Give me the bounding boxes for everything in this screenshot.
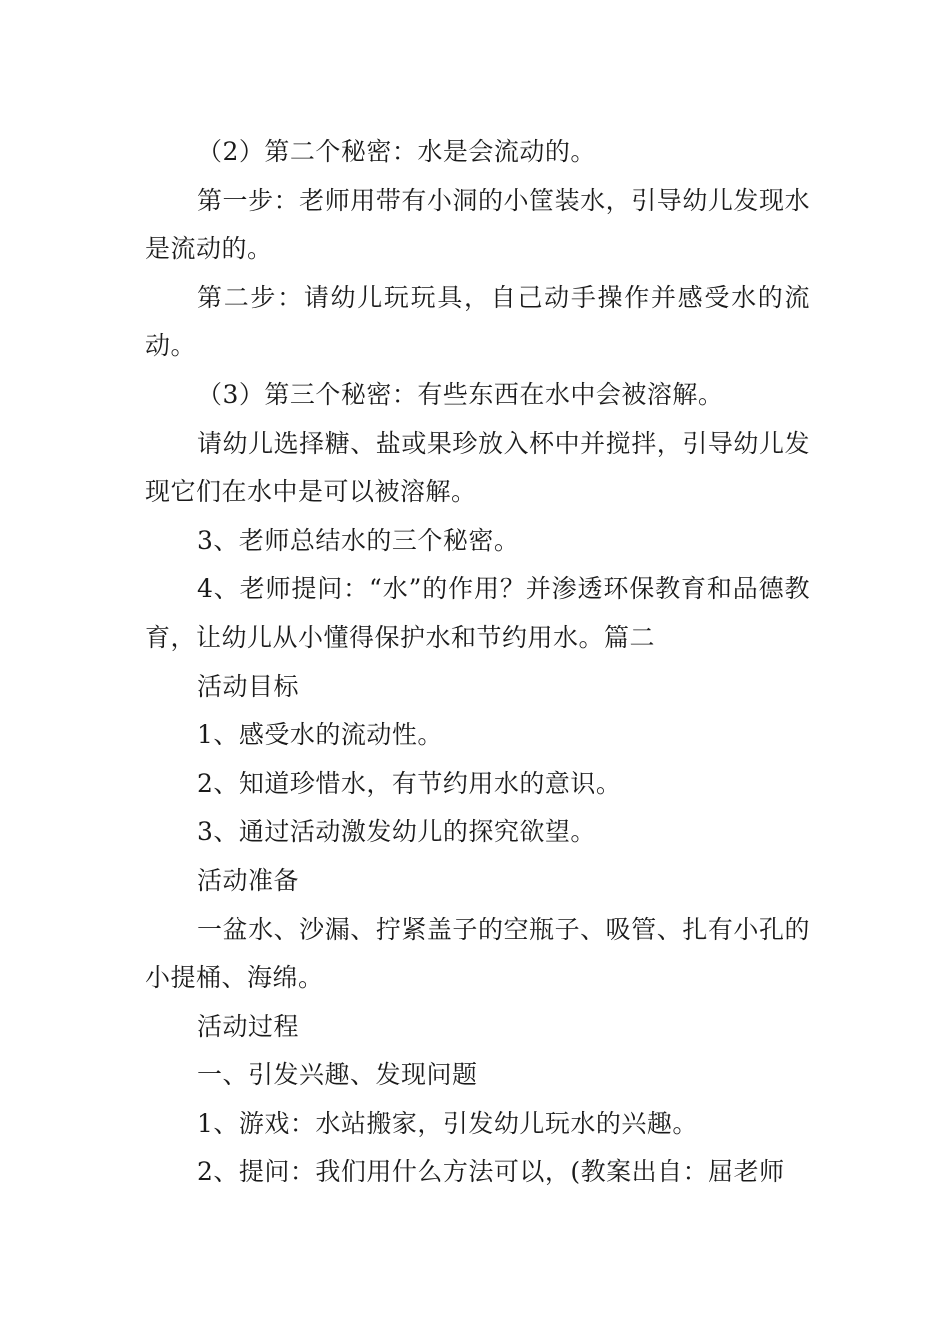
paragraph-materials: 一盆水、沙漏、拧紧盖子的空瓶子、吸管、扎有小孔的小提桶、海绵。 (145, 914, 810, 993)
paragraph-summary: 3、老师总结水的三个秘密。 (197, 525, 520, 555)
paragraph-question: 4、老师提问：“水”的作用？并渗透环保教育和品德教育，让幼儿从小懂得保护水和节约用水。篇二 (145, 574, 810, 652)
paragraph-step-one: 第一步：老师用带有小洞的小筐装水，引导幼儿发现水是流动的。 (145, 185, 810, 264)
heading-activity-process: 活动过程 (197, 1011, 300, 1041)
process-item-1: 1、游戏：水站搬家，引发幼儿玩水的兴趣。 (197, 1108, 698, 1138)
paragraph-third-secret: （3）第三个秘密：有些东西在水中会被溶解。 (197, 379, 724, 409)
process-item-2: 2、提问：我们用什么方法可以，(教案出自：屈老师 (197, 1157, 785, 1187)
document-body (145, 128, 810, 1197)
paragraph-second-secret: （2）第二个秘密：水是会流动的。 (197, 137, 596, 166)
goal-item-1: 1、感受水的流动性。 (197, 720, 443, 750)
heading-activity-goals: 活动目标 (197, 671, 300, 701)
goal-item-3: 3、通过活动激发幼儿的探究欲望。 (197, 817, 596, 847)
process-section-1: 一、引发兴趣、发现问题 (197, 1060, 478, 1090)
goal-item-2: 2、知道珍惜水，有节约用水的意识。 (197, 768, 622, 798)
paragraph-step-two: 第二步：请幼儿玩玩具，自己动手操作并感受水的流动。 (145, 282, 810, 361)
paragraph-dissolve: 请幼儿选择糖、盐或果珍放入杯中并搅拌，引导幼儿发现它们在水中是可以被溶解。 (145, 428, 810, 507)
heading-activity-preparation: 活动准备 (197, 865, 300, 895)
